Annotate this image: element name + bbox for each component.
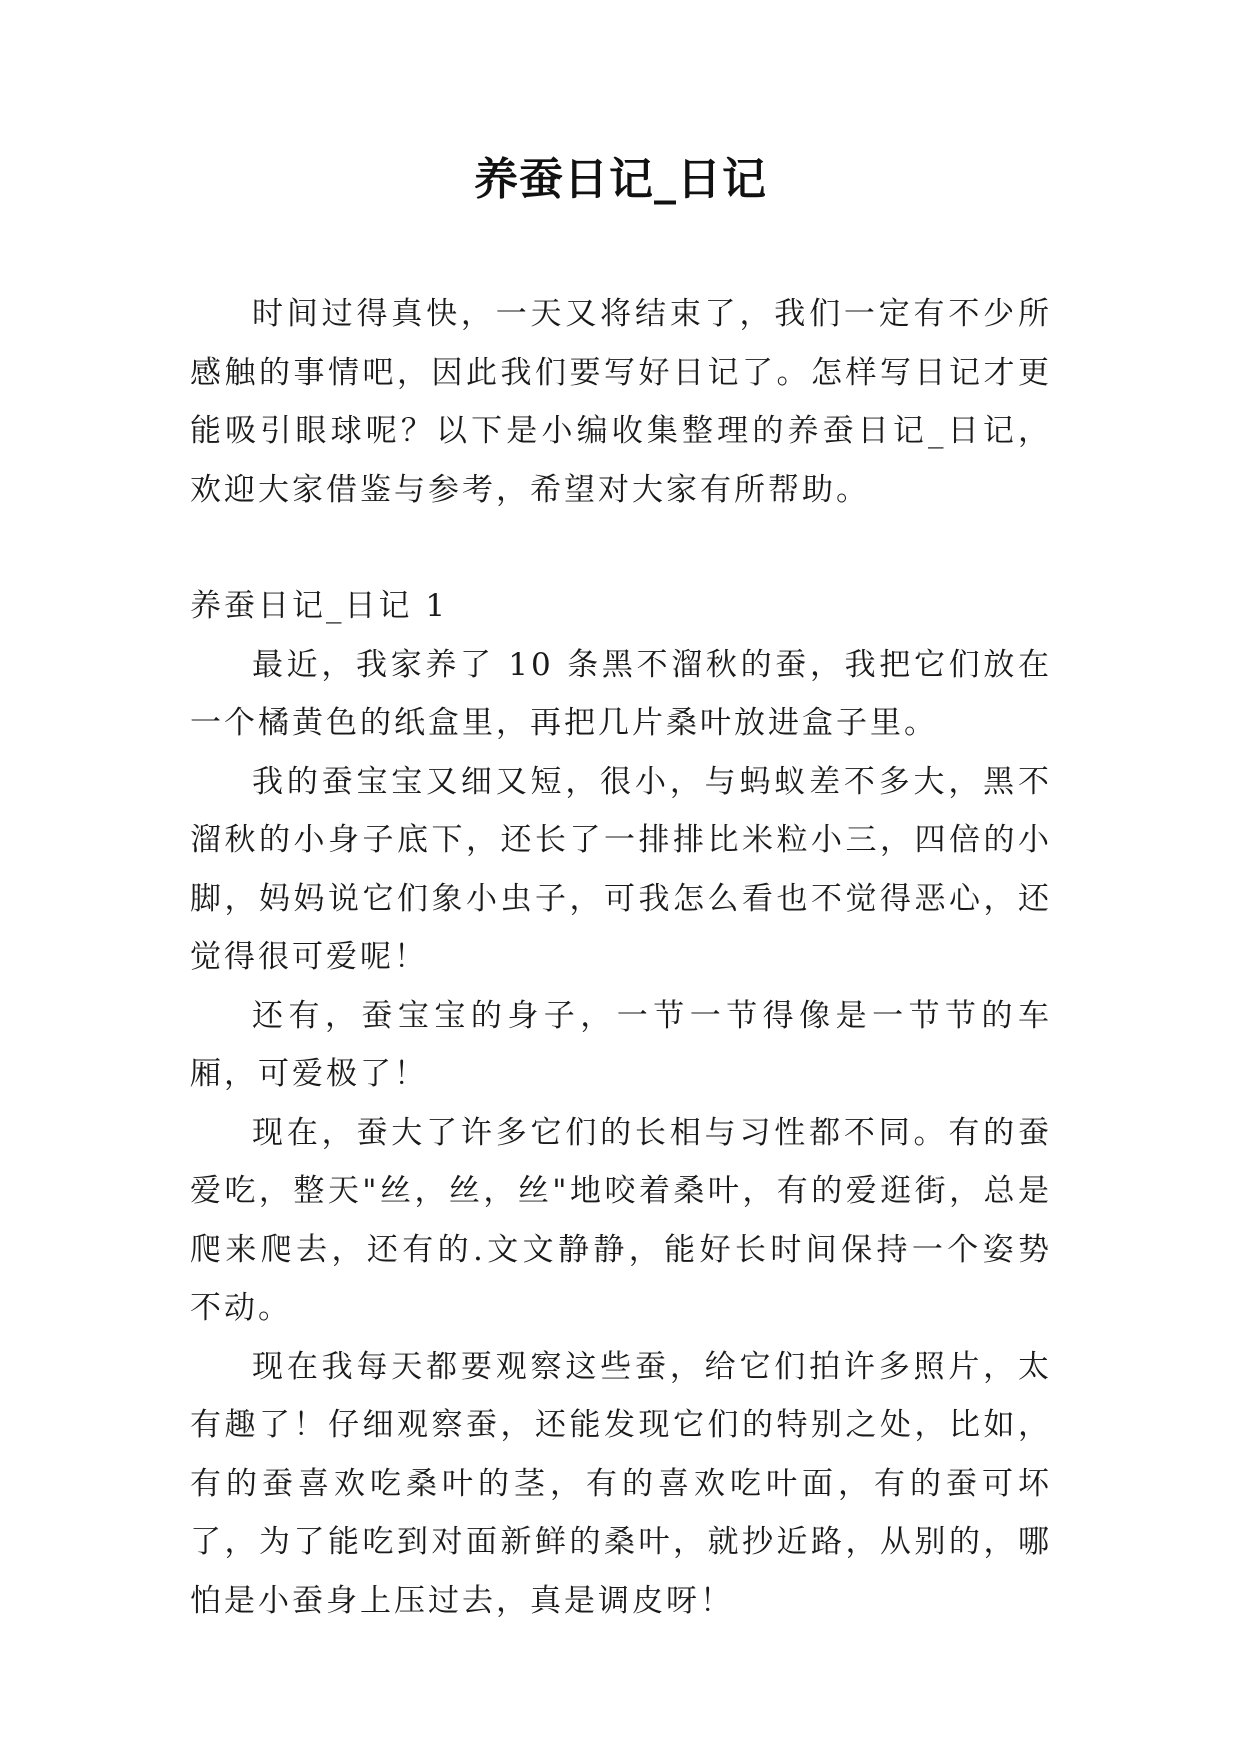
- body-paragraph: 现在我每天都要观察这些蚕，给它们拍许多照片，太有趣了！仔细观察蚕，还能发现它们的特别之处，比如，有的蚕喜欢吃桑叶的茎，有的喜欢吃叶面，有的蚕可坏了，为了能吃到对面新鲜的桑叶，就抄近路，从别的，哪怕是小蚕身上压过去，真是调皮呀！: [190, 1348, 1052, 1619]
- diary-section: [190, 577, 1052, 1630]
- intro-paragraph: 时间过得真快，一天又将结束了，我们一定有不少所感触的事情吧，因此我们要写好日记了。怎样写日记才更能吸引眼球呢？以下是小编收集整理的养蚕日记_日记，欢迎大家借鉴与参考，希望对大家有所帮助。: [190, 296, 1052, 508]
- document-title: 养蚕日记_日记: [474, 154, 767, 205]
- body-paragraph: 我的蚕宝宝又细又短，很小，与蚂蚁差不多大，黑不溜秋的小身子底下，还长了一排排比米粒小三，四倍的小脚，妈妈说它们象小虫子，可我怎么看也不觉得恶心，还觉得很可爱呢！: [190, 763, 1052, 975]
- body-paragraph: 还有，蚕宝宝的身子，一节一节得像是一节节的车厢，可爱极了！: [190, 997, 1052, 1092]
- body-paragraph: 最近，我家养了 10 条黑不溜秋的蚕，我把它们放在一个橘黄色的纸盒里，再把几片桑叶放进盒子里。: [190, 646, 1052, 741]
- body-paragraph: 现在，蚕大了许多它们的长相与习性都不同。有的蚕爱吃，整天"丝，丝，丝"地咬着桑叶，有的爱逛街，总是爬来爬去，还有的.文文静静，能好长时间保持一个姿势不动。: [190, 1114, 1052, 1326]
- intro-block: [190, 285, 1052, 519]
- section-heading: 养蚕日记_日记 1: [190, 588, 449, 624]
